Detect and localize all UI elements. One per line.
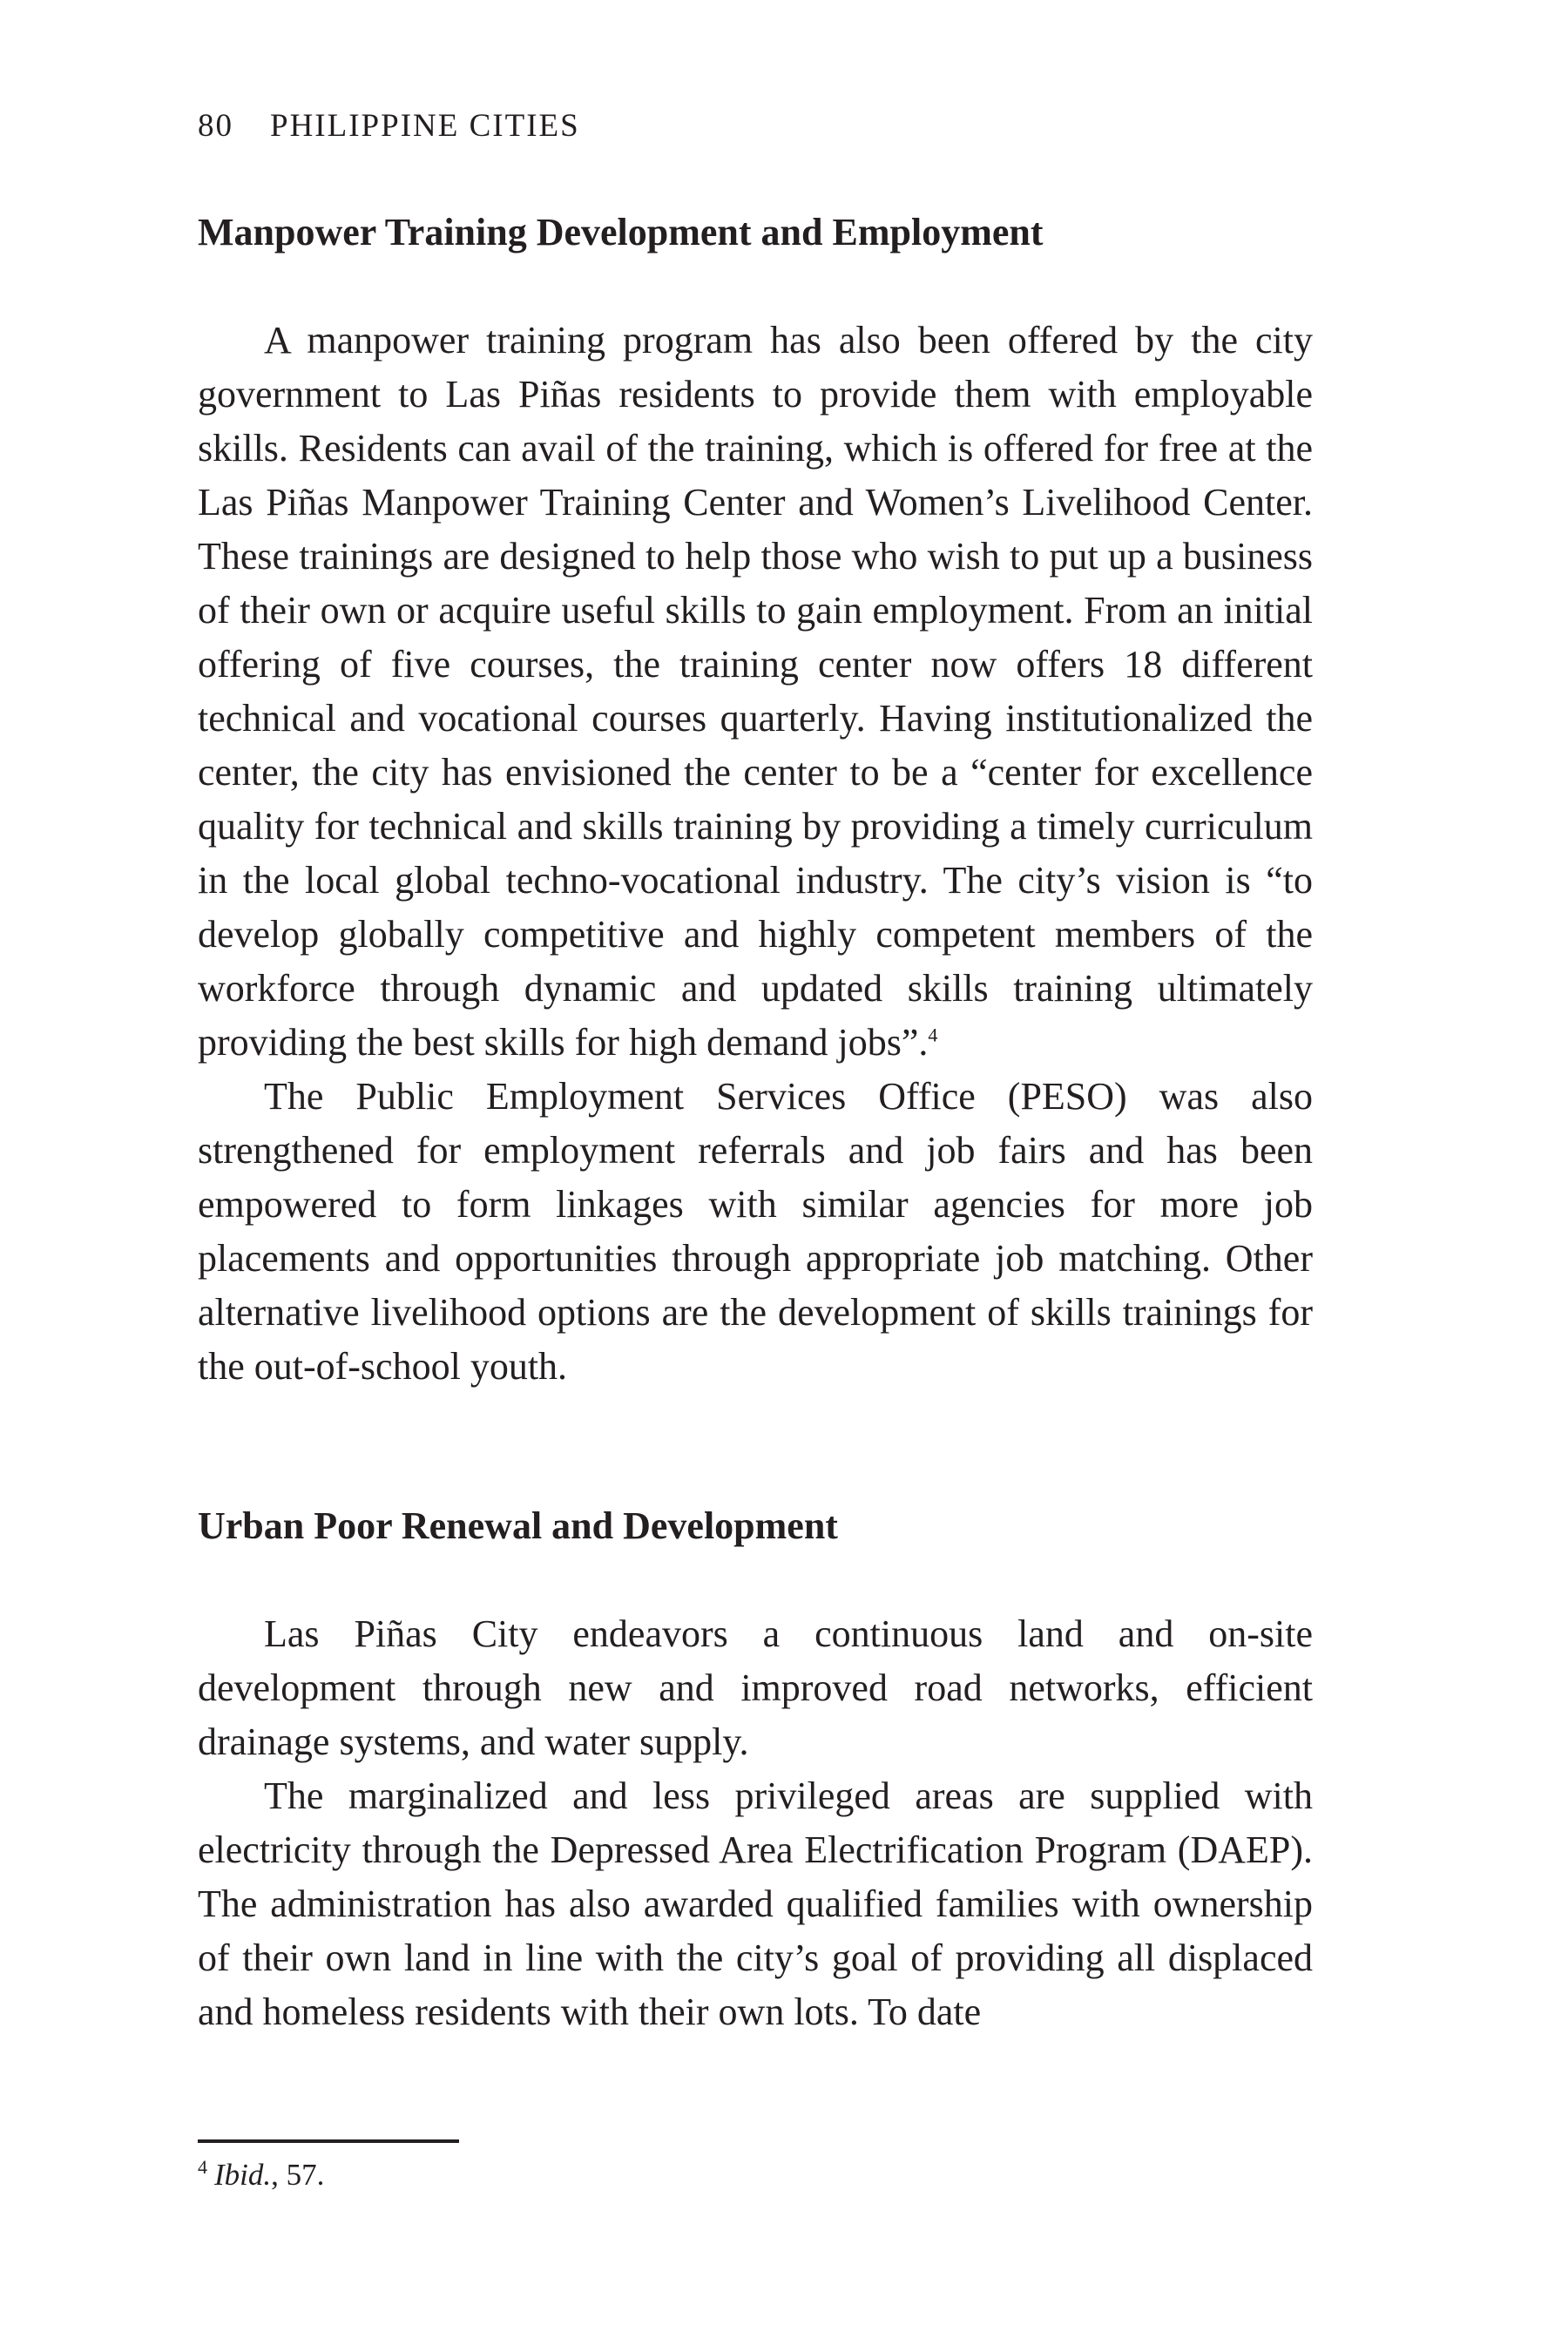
body-paragraph: Las Piñas City endeavors a continuous land and on-site development through new and improved road networks, efficient drainage systems, and water supply. <box>198 1612 1313 1763</box>
footnote-reference: 4 <box>928 1024 938 1046</box>
footnote <box>198 2153 324 2197</box>
paragraph-text: A manpower training program has also been offered by the city government to Las Piñas residents to provide them with employable skills. Residents can avail of the training, which is offered for free at the Las Piñas Manpower Training Center and Women’s Livelihood Center. These trainings are designed to help those who wish to put up a business of their own or acquire useful skills to gain employment. From an initial offering of five courses, the training center now offers 18 different technical and vocational courses quarterly. Having institutionalized the center, the city has envisioned the center to be a “center for excellence quality for technical and skills training by providing a timely curriculum in the local global techno-vocational industry. The city’s vision is “to develop globally competitive and highly competent members of the workforce through dynamic and updated skills training ultimately providing the best skills for high demand jobs”. <box>198 319 1313 1064</box>
footnote-citation: , 57. <box>271 2158 325 2192</box>
footnote-marker: 4 <box>198 2156 207 2179</box>
section-manpower <box>198 206 1313 1394</box>
body-paragraph: The marginalized and less privileged areas are supplied with electricity through the Depressed Area Electrification Program (DAEP). The administration has also awarded qualified families with ownership of their own land in line with the city’s goal of providing all displaced and homeless residents with their own lots. To date <box>198 1774 1313 2033</box>
body-paragraph: The Public Employment Services Office (PESO) was also strengthened for employment referrals and job fairs and has been empowered to form linkages with similar agencies for more job placements and opportunities through appropriate job matching. Other alternative livelihood options are the development of skills trainings for the out-of-school youth. <box>198 1075 1313 1388</box>
book-title: PHILIPPINE CITIES <box>270 108 580 144</box>
body-paragraph <box>198 314 1313 1070</box>
footnote-divider <box>198 2139 459 2143</box>
section-heading: Urban Poor Renewal and Development <box>198 1504 838 1547</box>
page-number: 80 <box>198 108 233 144</box>
section-urban-poor <box>198 1499 1313 2039</box>
section-heading: Manpower Training Development and Employment <box>198 211 1044 253</box>
footnote-ibid: Ibid. <box>214 2158 272 2192</box>
running-head <box>198 105 580 148</box>
